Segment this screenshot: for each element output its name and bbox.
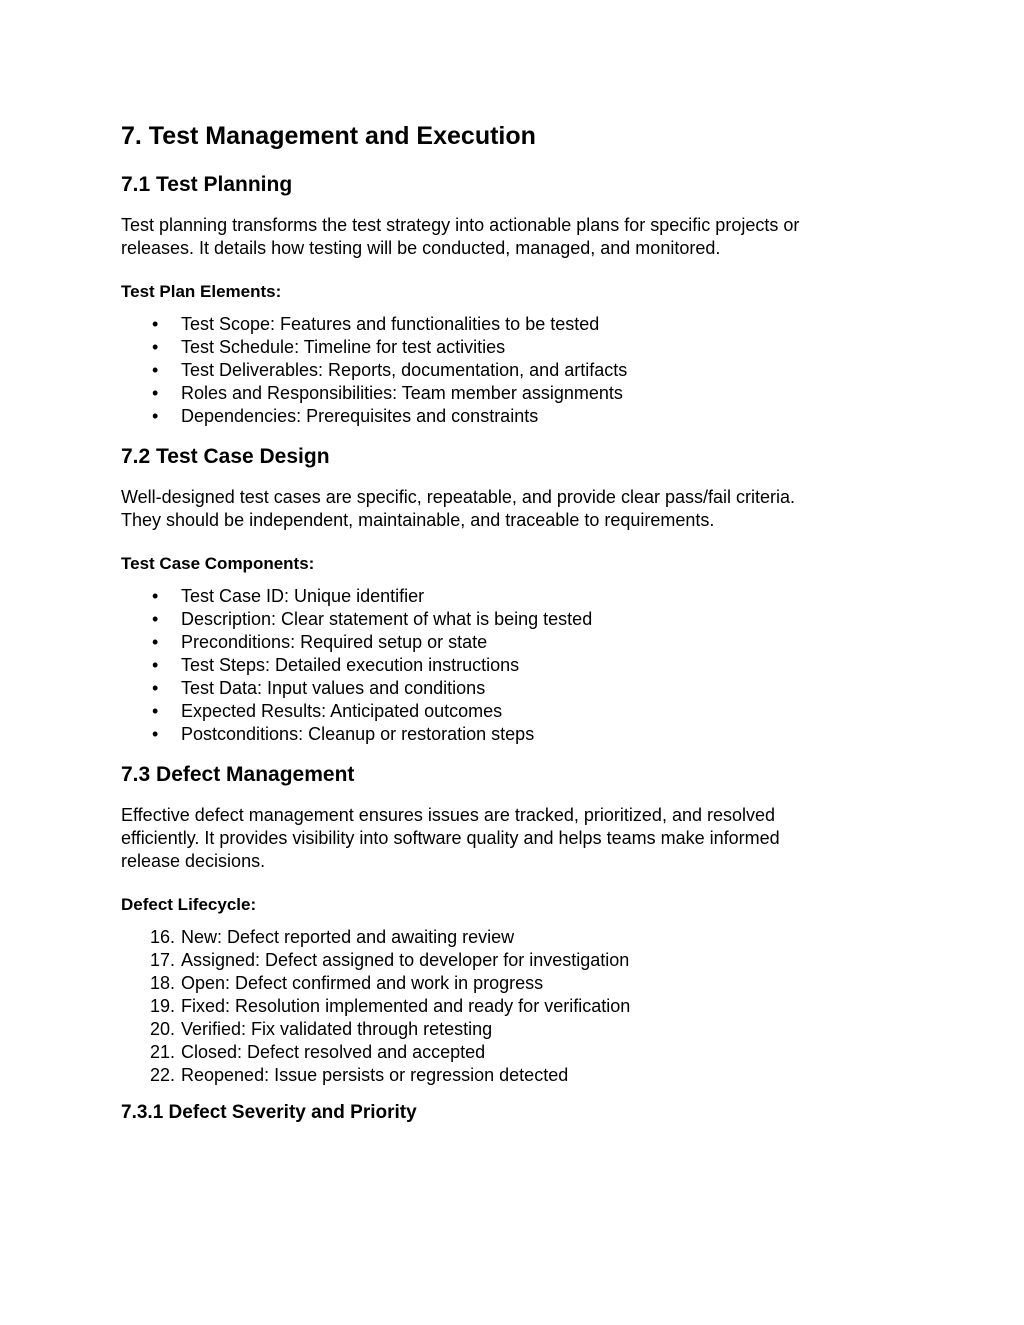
paragraph-line: efficiently. It provides visibility into software quality and helps teams make informed <box>121 828 780 848</box>
section-heading-defect-management: 7.3 Defect Management <box>121 763 355 786</box>
list-number: 22. <box>150 1065 176 1085</box>
list-item: 16. New: Defect reported and awaiting review <box>150 927 515 947</box>
list-item: • Preconditions: Required setup or state <box>152 632 488 652</box>
list-item: • Description: Clear statement of what is being tested <box>152 609 593 629</box>
list-item: • Postconditions: Cleanup or restoration steps <box>152 724 535 744</box>
bullet-icon: • <box>152 337 159 357</box>
list-item: 22. Reopened: Issue persists or regression detected <box>150 1065 569 1085</box>
list-item: • Test Schedule: Timeline for test activities <box>152 337 506 357</box>
list-label-test-plan-elements: Test Plan Elements: <box>121 282 282 301</box>
list-item: • Dependencies: Prerequisites and constraints <box>152 406 539 426</box>
bullet-icon: • <box>152 655 159 675</box>
list-number: 16. <box>150 927 176 947</box>
list-item: • Test Deliverables: Reports, documentation, and artifacts <box>152 360 628 380</box>
list-number: 21. <box>150 1042 176 1062</box>
list-label-defect-lifecycle: Defect Lifecycle: <box>121 895 257 914</box>
list-item: 18. Open: Defect confirmed and work in progress <box>150 973 544 993</box>
section-paragraph-defect-management <box>121 804 901 873</box>
list-number: 20. <box>150 1019 176 1039</box>
list-item: • Expected Results: Anticipated outcomes <box>152 701 503 721</box>
list-number: 19. <box>150 996 176 1016</box>
section-heading-test-planning: 7.1 Test Planning <box>121 173 293 196</box>
list-item: • Test Steps: Detailed execution instructions <box>152 655 520 675</box>
paragraph-line: release decisions. <box>121 851 266 871</box>
bullet-icon: • <box>152 724 159 744</box>
section-heading-test-case-design: 7.2 Test Case Design <box>121 445 330 468</box>
list-item: • Test Case ID: Unique identifier <box>152 586 425 606</box>
list-item: 19. Fixed: Resolution implemented and ready for verification <box>150 996 631 1016</box>
test-plan-elements-list <box>121 313 901 428</box>
paragraph-line: They should be independent, maintainable, and traceable to requirements. <box>121 510 715 530</box>
bullet-icon: • <box>152 701 159 721</box>
paragraph-line: Test planning transforms the test strategy into actionable plans for specific projects or <box>121 215 800 235</box>
bullet-icon: • <box>152 314 159 334</box>
subsection-heading-defect-severity-priority: 7.3.1 Defect Severity and Priority <box>121 1102 417 1123</box>
paragraph-line: releases. It details how testing will be conducted, managed, and monitored. <box>121 238 721 258</box>
test-case-components-list <box>121 585 901 746</box>
bullet-icon: • <box>152 632 159 652</box>
bullet-icon: • <box>152 586 159 606</box>
list-item: 17. Assigned: Defect assigned to developer for investigation <box>150 950 630 970</box>
bullet-icon: • <box>152 406 159 426</box>
page-title: 7. Test Management and Execution <box>121 122 536 150</box>
list-item: 20. Verified: Fix validated through retesting <box>150 1019 493 1039</box>
bullet-icon: • <box>152 678 159 698</box>
list-item: • Test Scope: Features and functionalities to be tested <box>152 314 600 334</box>
list-item: 21. Closed: Defect resolved and accepted <box>150 1042 486 1062</box>
bullet-icon: • <box>152 609 159 629</box>
list-item: • Roles and Responsibilities: Team member assignments <box>152 383 623 403</box>
paragraph-line: Well-designed test cases are specific, repeatable, and provide clear pass/fail criteria. <box>121 487 796 507</box>
section-paragraph-test-planning <box>121 214 901 260</box>
list-item: • Test Data: Input values and conditions <box>152 678 486 698</box>
list-number: 17. <box>150 950 176 970</box>
bullet-icon: • <box>152 383 159 403</box>
list-label-test-case-components: Test Case Components: <box>121 554 315 573</box>
list-number: 18. <box>150 973 176 993</box>
defect-lifecycle-list <box>121 926 901 1087</box>
bullet-icon: • <box>152 360 159 380</box>
paragraph-line: Effective defect management ensures issues are tracked, prioritized, and resolved <box>121 805 776 825</box>
section-paragraph-test-case-design <box>121 486 901 532</box>
